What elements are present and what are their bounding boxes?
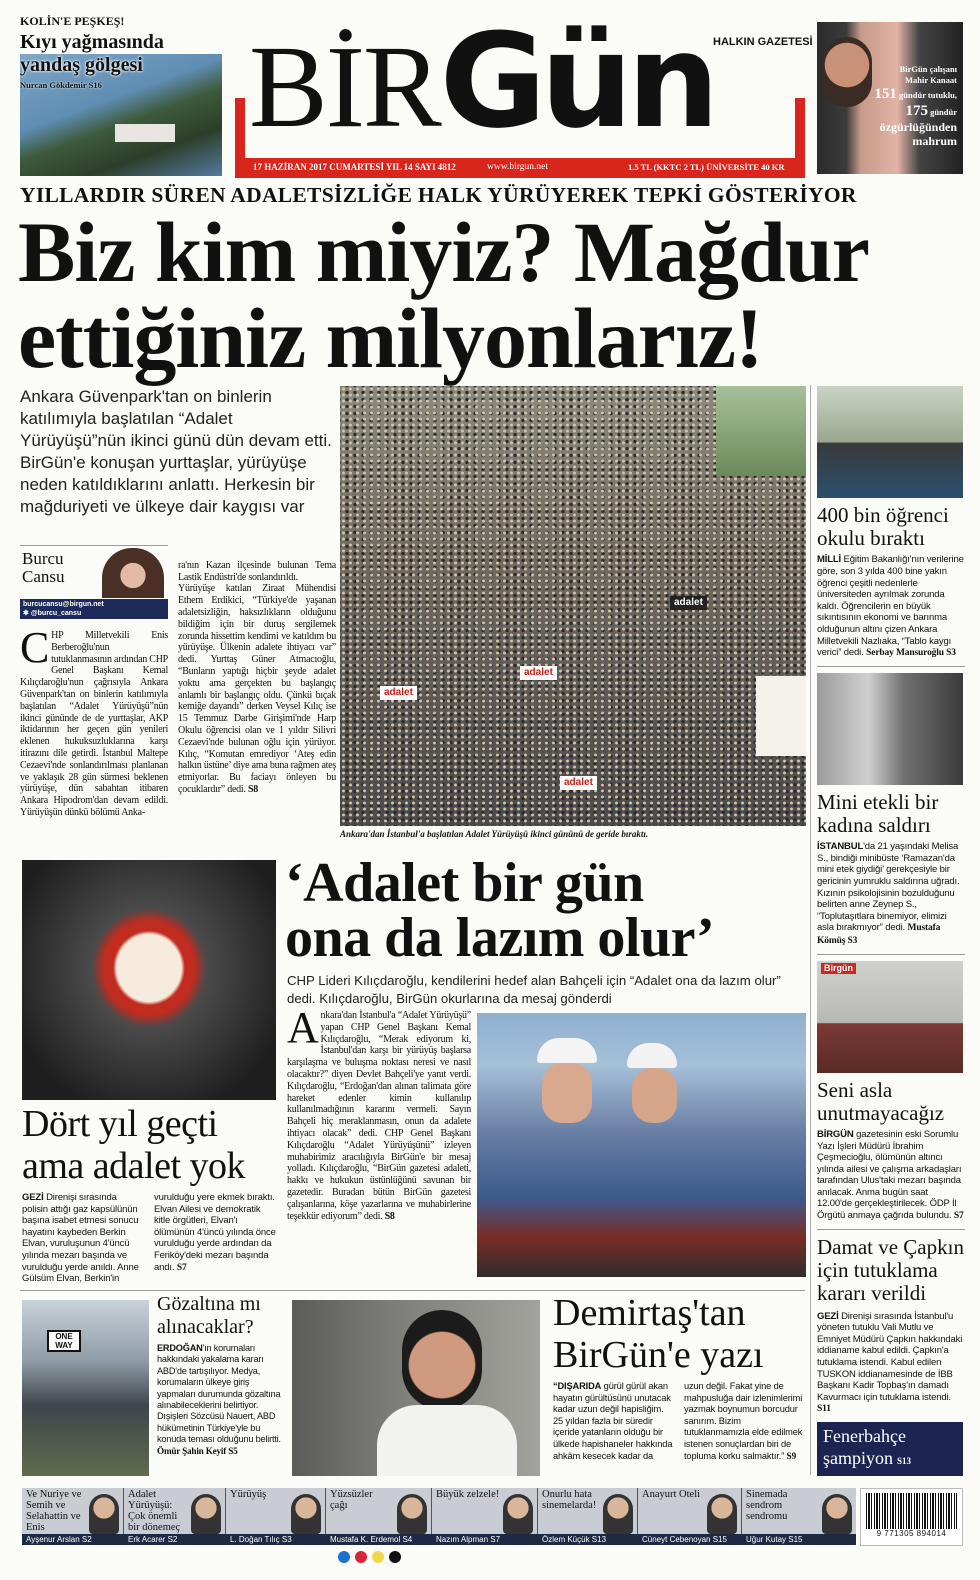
price: 1.5 TL (KKTC 2 TL) ÜNİVERSİTE 40 KR [628, 162, 785, 172]
columnist-item[interactable] [22, 1488, 124, 1545]
teaser-headline: Kıyı yağmasında yandaş gölgesi [20, 31, 164, 76]
author-first-name: Burcu [22, 549, 64, 568]
page-ref[interactable]: Serbay Mansuroğlu S3 [866, 648, 956, 659]
kilicdaroglu-body [287, 1003, 471, 1222]
story-lead: MİLLİ [817, 554, 842, 566]
barcode-bars [866, 1493, 957, 1529]
kilicdaroglu-photo [477, 1013, 806, 1277]
story-text: nkara'dan İstanbul'a “Adalet Yürüyüşü” yapan CHP Genel Başkanı Kemal Kılıçdaroğlu, “Merak ediyorum ki, İstanbul'dan karşı bir yürüyüş başlarsa karşılaşma ve buluşma noktası neresi ve nasıl olacaktır?” diyen Devlet Bahçeli'ye yanıt verdi. Kılıçdaroğlu, “Erdoğan'dan alınan talimata göre hareket edenler kimin kullanılıp kullanılmadığının kararını vermeli. Sayın Bahçeli hiç meraklanmasın, onun da adalete ihtiyacı olacak” dedi. CHP Genel Başkanı Kılıçdaroğlu “Adalet Yürüyüşünü” izleyen muhabirimiz aracılığıyla BirGün'e bir mesaj yolladı. Kılıçdaroğlu, “BirGün gazetesi adaleti, hakkı ve hukukun üstünlüğünü savunan bir gazetedir. Buradan bütün BirGün gazetesi çalışanlarına, köşe yazarlarına ve muhabirlerine teşekkür ediyorum” dedi. [287, 1010, 471, 1222]
protest-sign: adalet [520, 666, 557, 680]
main-photo-crowd [340, 386, 806, 826]
headline-line: Dört yıl geçti [22, 1103, 218, 1145]
protest-sign: adalet [670, 596, 707, 610]
drop-cap: A [287, 1003, 319, 1052]
author-box[interactable] [20, 548, 168, 620]
columnist-photo [191, 1494, 221, 1534]
cesmecioglu-photo [817, 961, 963, 1073]
author-twitter[interactable]: @burcu_cansu [30, 610, 82, 617]
columnist-name: Mustafa K. Erdemol S4 [326, 1534, 432, 1545]
columnist-name: L. Doğan Tılıç S3 [226, 1534, 326, 1545]
demirtas-body [553, 1381, 805, 1463]
sports-box[interactable] [817, 1422, 963, 1476]
author-email[interactable]: burcucansu@birgun.net [23, 601, 104, 608]
twitter-icon: ✱ [23, 610, 29, 617]
story-text: gürül gürül akan hayatın gürültüsünü unutacak kadar uzun değil hapisliğim. 25 yıldan fazla bir süredir içeride yatanların olduğu bir ülkede hapishaneler hakkında ahkâm kesecek kadar da uzun değil. Fakat yine de mahpusluğa dair izlenimlerimi yazmak boynumun borcudur sanırım. Bizim tutuklanmamızla elde edilmek istenen sonuçlardan biri de topluma korku salmaktır.” [553, 1381, 803, 1461]
story-text: 'da 21 yaşındaki Melisa S., bindiği minibüste ‘Ramazan'da mini etek giydiği’ gerekçesiyle bir gericinin yumruklu saldırına uğradı. Kızının psikolojisinin bozulduğunu belirten anne Zeynep S., “Toplutaşıtlara binemiyor, elimizi asla bırakmıyor” dedi. [817, 841, 960, 934]
page-ref[interactable]: S8 [384, 1210, 395, 1222]
bodyguards-photo [22, 1300, 149, 1476]
columnist-photo [707, 1494, 737, 1534]
color-mark-yellow [372, 1551, 384, 1563]
story-lead: İSTANBUL [817, 841, 864, 853]
columnist-title: Büyük zelzele! [436, 1489, 500, 1500]
print-color-marks [338, 1550, 406, 1568]
page-ref[interactable]: Ömür Şahin Keyif S5 [157, 1445, 238, 1456]
columnist-title: Anayurt Oteli [642, 1489, 701, 1500]
top-left-teaser[interactable] [20, 14, 222, 176]
page-ref[interactable]: S13 [897, 1456, 912, 1466]
author-name [22, 550, 65, 586]
page-ref[interactable]: S7 [953, 1211, 964, 1222]
teaser-line: BirGün çalışanı [899, 64, 957, 74]
headline-line: ama adalet yok [22, 1145, 246, 1187]
story-headline: Mini etekli bir kadına saldırı [817, 790, 939, 838]
columnist-title: Adalet Yürüyüşü: Çok önemli bir dönemeç [128, 1489, 181, 1533]
story-memorial[interactable] [817, 1079, 965, 1223]
body-text: HP Milletvekili Enis Berberoğlu'nun tutuklanmasının ardından CHP Genel Başkanı Kemal Kılıçdaroğlu'nun çağrısıyla Ankara Güvenpark'tan on binlerin katılımıyla başlatılan “Adalet Yürüyüşü”nün ikinci gününde de de yurttaşlar, AKP iktidarının her geçen gün yenileri eklenen hukuksuzluklarına karşı itirazını dile getirdi. İstanbul Maltepe Cezaevi'nde sonlandırılması planlanan ve yaklaşık 28 gün sürmesi beklenen yürüyüşe, dün sabahtan itibaren Ankara Hipodrom'dan devam edildi. Yürüyüşün dünkü bölümü Anka- [20, 630, 168, 818]
author-last-name: Cansu [22, 567, 65, 586]
story-capkin[interactable] [817, 1236, 965, 1416]
story-students[interactable] [817, 504, 965, 659]
columnist-name: Nazım Alpman S7 [432, 1534, 538, 1545]
right-column [817, 386, 965, 1416]
story-text: Direnişi sırasında İstanbul'u yöneten tutuklu Vali Mutlu ve Emniyet Müdürü Çapkın hakkındaki iddianame kabul edildi. Çapkın'a tutuklama istendi. Kabul edilen TUSKON iddianamesinde de İBB Başkanı Kadir Topbaş'ın damadı Kavurmacı için tutuklama istendi. [817, 1310, 963, 1403]
author-contact [20, 599, 168, 619]
story-text: gazetesinin eski Sorumlu Yazı İşleri Müdürü İbrahim Çeşmecioğlu, ölümünün altıncı yılında ailesi ve çalışma arkadaşları tarafından Ulus'taki mezarı başında anılacak. Anma bugün saat 12.00'de gerçekleştirilecek. ÖDP İl Örgütü anmaya çağrıda bulundu. [817, 1128, 962, 1222]
story-lead: ERDOĞAN [157, 1343, 203, 1353]
author-avatar [102, 548, 164, 598]
masthead [235, 5, 813, 179]
logo [249, 5, 714, 157]
lead-body-col2 [178, 548, 336, 796]
portrait-face [822, 37, 872, 107]
hand-photo [817, 673, 963, 785]
lead-kicker: YILLARDIR SÜREN ADALETSİZLİĞE HALK YÜRÜYEREK TEPKİ GÖSTERİYOR [20, 183, 857, 207]
teaser-line: mahrum [912, 134, 957, 148]
columnist-title: Yüzsüzler çağı [330, 1489, 373, 1511]
columnist-item[interactable] [124, 1488, 226, 1545]
columnist-item[interactable] [326, 1488, 432, 1545]
columnist-title: Yürüyüş [230, 1489, 267, 1500]
protest-sign: adalet [560, 776, 597, 790]
story-miniskirt[interactable] [817, 791, 965, 947]
gezi-body [22, 1192, 276, 1285]
lead-headline-line1: Biz kim miyiz? Mağdur [18, 204, 869, 300]
columnist-photo [397, 1494, 427, 1534]
teaser-kicker: KOLİN'E PEŞKEŞ! [20, 14, 125, 28]
columnist-photo [603, 1494, 633, 1534]
story-lead: “DIŞARIDA [553, 1381, 602, 1391]
page-ref[interactable]: S7 [176, 1262, 187, 1273]
columnist-name: Cüneyt Cebenoyan S15 [638, 1534, 742, 1545]
headline-line: ona da lazım olur’ [285, 907, 715, 969]
barcode [860, 1488, 963, 1546]
top-right-teaser[interactable] [817, 22, 963, 174]
one-way-sign: ONE WAY [47, 1330, 81, 1352]
kilicdaroglu-headline [285, 852, 715, 969]
main-photo-caption: Ankara'dan İstanbul'a başlatılan Adalet Yürüyüşü ikinci gününü de geride bıraktı. [340, 829, 649, 839]
story-text: 'ın korumaları hakkındaki yakalama kararı ABD'de tartışılıyor. Medya, korumaların ülkeye giriş yapmaları durumunda gözaltına alınabileceklerini belirtiyor. Dışişleri Sözcüsü Nauert, ABD hükümetinin Türkiye'yle bu konuda teması olduğunu belirtti. [157, 1343, 281, 1445]
newspaper-sign: Birgün [821, 963, 856, 974]
columnist-name: Uğur Kutay S15 [742, 1534, 856, 1545]
demirtas-photo [292, 1300, 540, 1476]
columnist-title: Sinemada sendrom sendromu [746, 1489, 788, 1522]
drop-cap: C [20, 623, 50, 672]
page-ref[interactable]: S11 [817, 1404, 831, 1415]
columnist-item[interactable] [742, 1488, 856, 1545]
teaser-text [874, 64, 957, 148]
headline-line: BirGün'e yazı [553, 1334, 764, 1376]
teaser-number: 175 [905, 103, 928, 119]
story-headline: Seni asla unutmayacağız [817, 1077, 945, 1125]
logo-bir: BİR [249, 21, 440, 152]
columnist-item[interactable] [638, 1488, 742, 1545]
story-lead: GEZİ [817, 1310, 839, 1322]
columnists-strip [22, 1488, 856, 1545]
columnist-photo [89, 1494, 119, 1534]
teaser-line: özgürlüğünden [879, 120, 957, 134]
color-mark-black [389, 1551, 401, 1563]
headline-line: ‘Adalet bir gün [285, 852, 644, 914]
columnist-title: Ve Nuriye ve Semih ve Selahattin ve Enis [26, 1489, 82, 1533]
lead-intro: Ankara Güvenpark'tan on binlerin katılımıyla başlatılan “Adalet Yürüyüşü”nün ikinci günü dün devam etti. BirGün'e konuşan yurttaşlar, yürüyüşe neden katıldıklarını anlattı. Herkesin bir mağduriyeti ve ülkeye dair kaygısı var [20, 387, 332, 516]
teaser-line: gündür [930, 107, 957, 117]
gezi-headline [22, 1103, 245, 1187]
sports-title: Fenerbahçe şampiyon [823, 1426, 906, 1468]
logo-gun: Gün [439, 5, 714, 157]
page-ref[interactable]: S9 [786, 1451, 797, 1462]
columnist-name: Erk Acarer S2 [124, 1534, 226, 1545]
lead-headline-line2: ettiğiniz milyonlarız! [18, 290, 763, 386]
website-link[interactable]: www.birgun.net [487, 162, 548, 172]
story-detention[interactable] [157, 1293, 287, 1457]
tagline: HALKIN GAZETESİ [713, 36, 813, 48]
barcode-number: 9 771305 894014 [876, 1529, 947, 1538]
story-text: Eğitim Bakanlığı'nın verilerine göre, son 3 yılda 400 bine yakın öğrenci çeşitli nedenlerle üniversiteden ayrılmak zorunda kaldı. Öğrencilerin en büyük sıkıntısının ekonomi ve barınma olduğunun altını çizen Ankara Milletvekili Nazlıaka, “Tablo kaygı verici” dedi. [817, 554, 964, 659]
story-headline: Damat ve Çapkın için tutuklama kararı verildi [817, 1234, 964, 1305]
columnist-name: Özlem Küçük S13 [538, 1534, 638, 1545]
columnist-name: Ayşenur Arslan S2 [22, 1534, 124, 1545]
kilicdaroglu-deck: CHP Lideri Kılıçdaroğlu, kendilerini hedef alan Bahçeli için “Adalet ona da lazım olur” dedi. Kılıçdaroğlu, BirGün okurlarına da mesaj gönderdi [287, 973, 781, 1006]
columnist-item[interactable] [432, 1488, 538, 1545]
story-lead: GEZİ [22, 1192, 44, 1203]
teaser-line: gündür tutuklu, [899, 90, 957, 100]
students-photo [817, 386, 963, 498]
lead-body-col1 [20, 623, 168, 819]
story-text: Direnişi sırasında polisin attığı gaz kapsülünün başına isabet etmesi sonucu hayatını kaybeden Berkin Elvan, vuruluşunun 4'üncü yılında mezarı başında ve vurulduğu yerde anıldı. Anne Gülsüm Elvan, Berkin'in vurulduğu yere ekmek bıraktı. Elvan Ailesi ve demokratik kitle örgütleri, Elvan'ı ölümünün 4'üncü yılında önce vurulduğu yerde ardından da Feriköy'deki mezarı başında andı. [22, 1192, 276, 1285]
page-ref[interactable]: Mustafa Kömüş S3 [817, 923, 941, 946]
body-text: ra'nın Kazan ilçesinde bulunan Tema Lastik Endüstri'de sonlandırıldı. Yürüyüşe katılan Ziraat Mühendisi Ethem Erdikici, “Türkiye'de yaşanan adaletsizliğin, haksızlıkların olduğunu bildiğim için bir duruş sergilemek zorunda hissettim kendimi ve katıldım bu yürüyüşe. Ülkenin adalete ihtiyacı var” dedi. Yurttaş Güner Atmacıoğlu, “Bunların yaptığı hiçbir şeyde adalet yoktu ama gerçekten bu başlangıç anlamlı bir başlangıç oldu. Çünkü bıçak kemiğe dayandı” derken Veysel Kılıç ise 15 Temmuz Darbe Girişimi'nde Harp Okulu öğrencisi olan ve 1 yıldır Silivri Cezaevi'nde bulunan oğlu için yürüyor. Kılıç, “Komutan emrediyor ‘Ateş edin halkın üstüne’ diye ama buna rağmen ateş etmiyorlar. Bu faciayı önleyen bu çocuklardır” dedi. [178, 559, 336, 795]
story-headline: Gözaltına mı alınacaklar? [157, 1293, 261, 1338]
columnist-photo [822, 1494, 852, 1534]
columnist-photo [291, 1494, 321, 1534]
demirtas-headline [553, 1292, 764, 1376]
headline-line: Demirtaş'tan [553, 1292, 746, 1334]
protest-sign: adalet [380, 686, 417, 700]
teaser-number: 151 [874, 86, 897, 102]
columnist-item[interactable] [226, 1488, 326, 1545]
columnist-photo [503, 1494, 533, 1534]
candles-photo [22, 860, 276, 1100]
columnist-title: Onurlu hata sinemelarda! [542, 1489, 597, 1511]
page-ref[interactable]: S8 [247, 783, 258, 795]
story-lead: BİRGÜN [817, 1128, 854, 1140]
story-headline: 400 bin öğrenci okulu bıraktı [817, 503, 949, 551]
columnist-item[interactable] [538, 1488, 638, 1545]
color-mark-cyan [338, 1551, 350, 1563]
teaser-byline: Nurcan Gökdemir S16 [20, 80, 102, 90]
color-mark-magenta [355, 1551, 367, 1563]
date-issue: 17 HAZİRAN 2017 CUMARTESİ YIL 14 SAYI 4812 [253, 162, 456, 172]
teaser-line: Mahir Kanaat [904, 75, 957, 85]
